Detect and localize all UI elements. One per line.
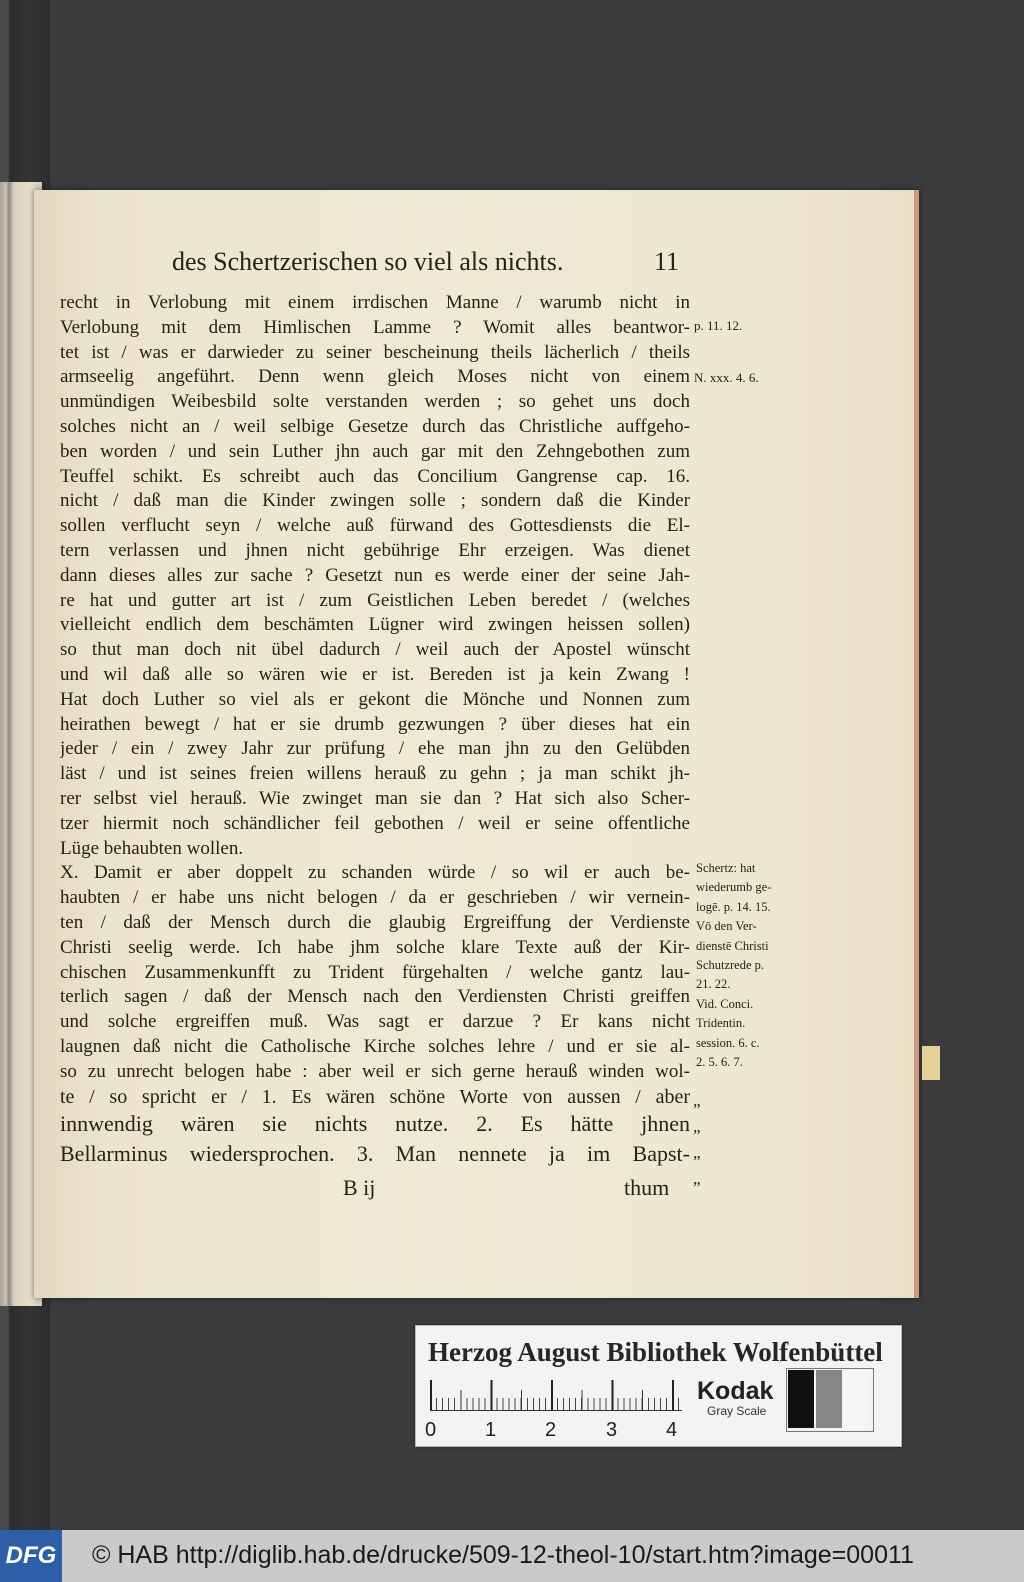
text-line: chischen Zusammenkunfft zu Trident fürgehalten / welche gantz lau- bbox=[60, 961, 690, 983]
ruler-number: 0 bbox=[425, 1419, 437, 1441]
margin-note: Schertz: hat bbox=[696, 861, 756, 875]
text-line: Teuffel schikt. Es schreibt auch das Concilium Gangrense cap. 16. bbox=[60, 465, 690, 487]
text-line: re hat und gutter art ist / zum Geistlichen Leben beredet / (welches bbox=[60, 589, 690, 611]
text-line: recht in Verlobung mit einem irrdischen Manne / warumb nicht in bbox=[60, 292, 690, 313]
ruler-number: 2 bbox=[545, 1419, 557, 1441]
text-line: laugnen daß nicht die Catholische Kirche solches lehre / und er sie al- bbox=[60, 1035, 690, 1057]
text-line: X. Damit er aber doppelt zu schanden würde / so wil er auch be- bbox=[60, 862, 690, 884]
paper-tab bbox=[922, 1046, 940, 1080]
ruler-number: 1 bbox=[485, 1419, 497, 1441]
quote-mark: „ bbox=[693, 1091, 701, 1110]
text-line: vielleicht endlich dem beschämten Lügner wird zwingen heissen sollen) bbox=[60, 614, 690, 636]
ruler-number: 3 bbox=[606, 1419, 618, 1441]
margin-note: Tridentin. bbox=[696, 1016, 746, 1031]
margin-note: wiederumb ge- bbox=[696, 880, 772, 895]
text-line: rer selbst viel herauß. Wie zwinget man sie dan ? Hat sich also Scher- bbox=[60, 787, 690, 809]
quote-mark: „ bbox=[693, 1169, 701, 1188]
catchword: thum bbox=[624, 1175, 670, 1200]
text-line: dann dieses alles zur sache ? Gesetzt nun es werde einer der seine Jah- bbox=[60, 564, 690, 586]
text-line: Lüge behaubten wollen. bbox=[60, 837, 244, 859]
running-head: des Schertzerischen so viel als nichts. bbox=[172, 247, 564, 276]
margin-note: Vid. Conci. bbox=[696, 996, 754, 1011]
text-line: jeder / ein / zwey Jahr zur prüfung / ehe man jhn zu den Gelübden bbox=[60, 738, 690, 760]
text-line: innwendig wären sie nichts nutze. 2. Es hätte jhnen bbox=[60, 1111, 690, 1137]
dfg-logo[interactable]: DFG bbox=[0, 1530, 62, 1582]
margin-note: Vō den Ver- bbox=[696, 919, 757, 934]
text-line: solches nicht an / weil selbige Gesetze durch das Christliche auffgeho- bbox=[60, 415, 690, 437]
text-line: so thut man doch nit übel dadurch / weil auch der Apostel wünscht bbox=[60, 639, 690, 661]
text-line: tet ist / was er darwieder zu seiner bescheinung theils lächerlich / theils bbox=[60, 341, 690, 363]
margin-note: logē. p. 14. 15. bbox=[696, 899, 771, 914]
text-line: ten / daß der Mensch durch die glaubig Ergreiffung der Verdienste bbox=[60, 911, 690, 933]
text-line: läst / und ist seines freien willens herauß zu gehn ; ja man schikt jh- bbox=[60, 763, 690, 785]
text-line: Verlobung mit dem Himlischen Lamme ? Womit alles beantwor- bbox=[60, 316, 690, 338]
text-line: terlich sagen / daß der Mensch nach den Verdiensten Christi greiffen bbox=[60, 986, 690, 1008]
page-number: 11 bbox=[654, 247, 680, 276]
text-line: tern verlassen und jhnen nicht gebührige Ehr erzeigen. Was dienet bbox=[60, 539, 690, 561]
text-line: Hat doch Luther so viel als er gekont die Mönche und Nonnen zum bbox=[60, 688, 690, 710]
margin-note: p. 11. 12. bbox=[694, 318, 743, 333]
margin-note-block bbox=[696, 859, 771, 1072]
signature-mark: B ij bbox=[343, 1175, 376, 1200]
gray-scale-label: Gray Scale bbox=[707, 1404, 767, 1418]
text-line: Bellarminus wiedersprochen. 3. Man nennete ja im Bapst- bbox=[60, 1141, 690, 1167]
margin-note: Schutzrede p. bbox=[696, 957, 765, 972]
quote-mark: „ bbox=[693, 1143, 701, 1162]
copyright-url: © HAB http://diglib.hab.de/drucke/509-12-theol-10/start.htm?image=00011 bbox=[92, 1541, 914, 1569]
gray-patch-mid bbox=[816, 1370, 842, 1428]
ruler-number: 4 bbox=[666, 1419, 678, 1441]
margin-note: session. 6. c. bbox=[696, 1035, 760, 1050]
text-line: armseelig angeführt. Denn wenn gleich Moses nicht von einem bbox=[60, 366, 690, 388]
scale-ruler bbox=[430, 1380, 682, 1411]
text-line: unmündigen Weibesbild solte verstanden werden ; so gehet uns doch bbox=[60, 391, 690, 413]
margin-note: 2. 5. 6. 7. bbox=[696, 1054, 743, 1069]
text-line: sollen verflucht seyn / welche auß fürwand des Gottesdiensts die El- bbox=[60, 515, 690, 537]
text-line: und wil daß alle so wären wie er ist. Bereden ist ja kein Zwang ! bbox=[60, 663, 690, 685]
gray-patch-black bbox=[788, 1370, 814, 1428]
text-line: te / so spricht er / 1. Es wären schöne Worte von aussen / aber bbox=[60, 1085, 690, 1108]
margin-note: 21. 22. bbox=[696, 977, 731, 992]
text-line: und solche ergreiffen muß. Was sagt er darzue ? Er kans nicht bbox=[60, 1011, 690, 1033]
text-line: tzer hiermit noch schändlicher feil gebothen / weil er seine offentliche bbox=[60, 812, 690, 834]
body-text bbox=[60, 291, 690, 1169]
text-line: so zu unrecht belogen habe : aber weil er sich gerne herauß winden wol- bbox=[60, 1060, 690, 1082]
text-line: Christi seelig werde. Ich habe jhm solche klare Texte auß der Kir- bbox=[60, 936, 690, 958]
margin-quote-marks bbox=[693, 1088, 701, 1192]
text-line: heirathen bewegt / hat er sie drumb gezwungen ? über dieses hat ein bbox=[60, 713, 690, 735]
quote-mark: „ bbox=[693, 1117, 701, 1136]
gray-patch-white bbox=[844, 1370, 870, 1428]
kodak-logo: Kodak bbox=[697, 1377, 774, 1405]
card-institution: Herzog August Bibliothek Wolfenbüttel bbox=[428, 1337, 883, 1367]
text-line: nicht / daß man die Kinder zwingen solle ; sondern daß die Kinder bbox=[60, 490, 690, 512]
margin-note: N. xxx. 4. 6. bbox=[694, 370, 759, 385]
text-line: ben worden / und sein Luther jhn auch gar mit den Zehngebothen zum bbox=[60, 440, 690, 462]
margin-note: dienstē Christi bbox=[696, 938, 769, 953]
text-line: haubten / er habe uns nicht belogen / da er geschrieben / wir vernein- bbox=[60, 887, 690, 909]
